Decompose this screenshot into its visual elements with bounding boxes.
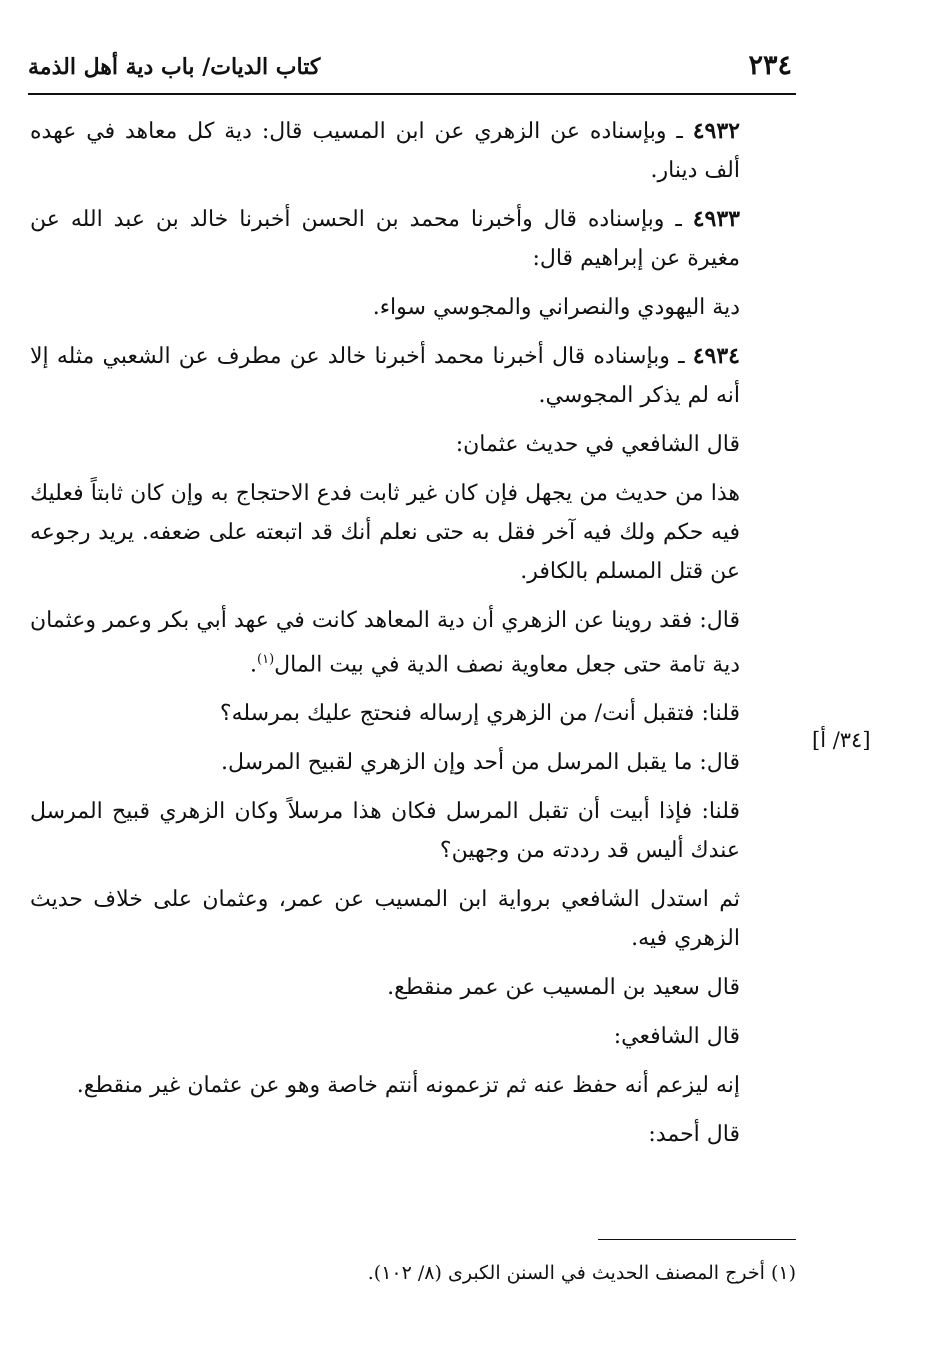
- hadith-number: ٤٩٣٣: [692, 206, 740, 232]
- paragraph-text: قال: فقد روينا عن الزهري أن دية المعاهد كانت في عهد أبي بكر وعمر وعثمان دية تامة حتى جعل معاوية نصف الدية في بيت المال: [30, 608, 740, 678]
- paragraph-text: إنه ليزعم أنه حفظ عنه ثم تزعمونه أنتم خاصة وهو عن عثمان غير منقطع.: [76, 1073, 740, 1099]
- footnote-ref: (١): [257, 652, 275, 667]
- footnote-rule: [598, 1239, 796, 1240]
- paragraph-text: ثم استدل الشافعي برواية ابن المسيب عن عمر، وعثمان على خلاف حديث الزهري فيه.: [30, 887, 740, 952]
- text-paragraph: [30, 474, 798, 591]
- paragraph-text: دية اليهودي والنصراني والمجوسي سواء.: [372, 295, 740, 320]
- paragraph-text: قال الشافعي في حديث عثمان:: [455, 432, 740, 457]
- hadith-paragraph: [30, 337, 798, 415]
- text-paragraph: [30, 694, 798, 733]
- paragraph-tail: .: [250, 652, 257, 678]
- header-rule: [28, 93, 796, 95]
- paragraph-text: قلنا: فإذا أبيت أن تقبل المرسل فكان هذا مرسلاً وكان الزهري قبيح المرسل عندك أليس قد رددته من وجهين؟: [30, 799, 740, 864]
- paragraph-text: ـ وبإسناده عن الزهري عن ابن المسيب قال: دية كل معاهد في عهده ألف دينار.: [30, 119, 740, 183]
- hadith-number: ٤٩٣٤: [692, 343, 740, 369]
- paragraph-text: قال أحمد:: [648, 1122, 740, 1148]
- text-paragraph: [30, 1066, 798, 1105]
- hadith-paragraph: [30, 200, 798, 278]
- paragraph-text: قال: ما يقبل المرسل من أحد وإن الزهري لقبيح المرسل.: [220, 750, 740, 776]
- text-paragraph: [30, 601, 798, 684]
- paragraph-text: قال الشافعي:: [613, 1024, 740, 1050]
- paragraph-text: ـ وبإسناده قال أخبرنا محمد أخبرنا خالد عن مطرف عن الشعبي مثله إلا أنه لم يذكر المجوسي.: [30, 344, 740, 408]
- quote-paragraph: [30, 288, 798, 327]
- text-paragraph: [30, 880, 798, 958]
- hadith-number: ٤٩٣٢: [692, 118, 740, 144]
- text-paragraph: [30, 1017, 798, 1056]
- text-paragraph: [30, 743, 798, 782]
- main-text: [30, 112, 798, 1164]
- text-paragraph: [30, 1115, 798, 1154]
- hadith-paragraph: [30, 112, 798, 190]
- margin-folio-marker: [٣٤/ أ]: [812, 728, 871, 752]
- paragraph-text: ـ وبإسناده قال وأخبرنا محمد بن الحسن أخبرنا خالد بن عبد الله عن مغيرة عن إبراهيم قال:: [30, 207, 740, 271]
- paragraph-text: هذا من حديث من يجهل فإن كان غير ثابت فدع الاحتجاج به وإن كان ثابتاً فعليك فيه حكم ولك فيه آخر فقل به حتى نعلم أنك قد اتبعته على ضعفه. يريد رجوعه عن قتل المسلم بالكافر.: [30, 481, 740, 584]
- text-paragraph: [30, 968, 798, 1007]
- paragraph-text: قلنا: فتقبل أنت/ من الزهري إرساله فنحتج عليك بمرسله؟: [219, 701, 740, 727]
- page-number: ٢٣٤: [748, 50, 792, 81]
- running-header: [28, 48, 794, 94]
- chapter-title: كتاب الديات/ باب دية أهل الذمة: [28, 54, 321, 80]
- text-paragraph: [30, 792, 798, 870]
- footnote: (١) أخرج المصنف الحديث في السنن الكبرى (٨/ ١٠٢).: [367, 1262, 796, 1284]
- text-paragraph: [30, 425, 798, 464]
- paragraph-text: قال سعيد بن المسيب عن عمر منقطع.: [387, 975, 740, 1001]
